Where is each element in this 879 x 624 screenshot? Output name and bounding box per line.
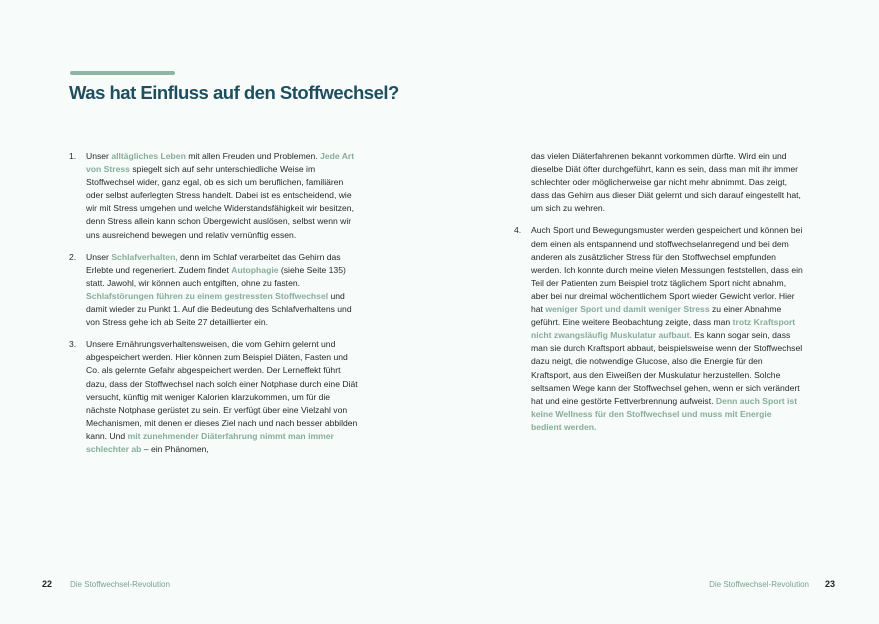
highlight: trotz Kraftsport nicht zwangsläufig Muskulatur aufbaut. — [531, 317, 796, 341]
page-title: Was hat Einfluss auf den Stoffwechsel? — [69, 82, 399, 103]
list-text: Unser Schlafverhalten, denn im Schlaf verarbeitet das Gehirn das Erlebte und regeneriert. Zudem findet Autophagie (siehe Seite 135) statt. Jawohl, wir können auch entgiften, ohne zu fasten. Schlafstörungen führen zu einem gestressten Stoffwechsel und damit wieder zu Punkt 1. Auf die Bedeutung des Schlafverhaltens und von Stress gehe ich ab Seite 27 detaillierter ein. — [86, 251, 352, 328]
list-item-4 — [514, 224, 804, 434]
list-item-2 — [69, 251, 359, 330]
highlight: Denn auch Sport ist keine Wellness für den Stoffwechsel und muss mit Energie bedient werden. — [531, 395, 798, 432]
highlight: weniger Sport und damit weniger Stress — [545, 304, 710, 315]
footer-book-title-right: Die Stoffwechsel-Revolution — [709, 580, 809, 589]
footer-book-title-left: Die Stoffwechsel-Revolution — [70, 580, 170, 589]
highlight: alltägliches Leben — [111, 151, 186, 161]
highlight: Schlafverhalten, — [111, 251, 178, 262]
highlight: mit zunehmender Diäterfahrung nimmt man immer schlechter ab — [86, 430, 334, 454]
list-number: 2. — [69, 251, 77, 262]
list-item-3 — [69, 338, 359, 456]
highlight: Schlafstörungen führen zu einem gestressten Stoffwechsel — [86, 290, 329, 301]
list-number: 3. — [69, 339, 77, 350]
list-text: Auch Sport und Bewegungsmuster werden gespeichert und können bei dem einen als entspannend und stoffwechselanregend und bei dem anderen als zusätzlicher Stress für den Stoffwechsel empfunden werden. Ich konnte durch meine vielen Messungen feststellen, dass ein Teil der Patienten zum Beispiel trotz täglichem Sport nicht abnahm, aber bei nur dreimal wöchentlichem Sport wieder Gewicht verlor. Hier hat weniger Sport und damit weniger Stress zu einer Abnahme geführt. Eine weitere Beobachtung zeigte, dass man trotz Kraftsport nicht zwangsläufig Muskulatur aufbaut. Es kann sogar sein, dass man sie durch Kraftsport abbaut, beispielsweise wenn der Stoffwechsel dazu neigt, die notwendige Glucose, also die Energie für den Kraftsport, aus den Eiweißen der Muskulatur herzustellen. Solche seltsamen Wege kann der Stoffwechsel gehen, wenn er sich verändert hat und eine gestörte Fettverbrennung aufweist. Denn auch Sport ist keine Wellness für den Stoffwechsel und muss mit Energie bedient werden. — [531, 225, 803, 432]
highlight: Jede Art von Stress — [86, 151, 355, 175]
page-number-right: 23 — [824, 579, 835, 589]
list-text: Unser alltägliches Leben mit allen Freuden und Problemen. Jede Art von Stress spiegelt sich auf sehr unterschiedliche Weise im Stoffwechsel wider, ganz egal, ob es sich um beruflichen, familiären oder selbst auferlegten Stress handelt. Dabei ist es entscheidend, wie wir mit Stress umgehen und welche Widerstandsfähigkeit wir besitzen, denn Stress allein kann schon Übergewicht auslösen, selbst wenn wir uns ausreichend bewegen und relativ vernünftig essen. — [86, 151, 355, 240]
highlight: Autophagie — [231, 264, 279, 275]
list-number: 1. — [69, 151, 77, 161]
list-number: 4. — [514, 225, 522, 236]
list-text: Unsere Ernährungsverhaltensweisen, die vom Gehirn gelernt und abgespeichert werden. Hier können zum Beispiel Diäten, Fasten und Co. als gelernte Gefahr abgespeichert werden. Der Lerneffekt führt dazu, dass der Stoffwechsel nach solch einer Notphase durch eine Diät versucht, künftig mit weniger Kalorien klarzukommen, um für die nächste Notphase gerüstet zu sein. Er verfügt über eine Vielzahl von Mechanismen, mit denen er dieses Ziel nach und nach besser abbilden kann. Und mit zunehmender Diäterfahrung nimmt man immer schlechter ab – ein Phänomen, — [86, 339, 358, 454]
list-item-1 — [69, 150, 359, 242]
right-column — [514, 150, 804, 443]
accent-bar — [70, 71, 175, 75]
page-number-left: 22 — [42, 579, 53, 589]
list-item-3-continued: das vielen Diäterfahrenen bekannt vorkommen dürfte. Wird ein und dieselbe Diät öfter durchgeführt, kann es sein, dass man mit ihr immer schlechter oder möglicherweise gar nicht mehr abnimmt. Das zeigt, dass das Gehirn aus dieser Diät gelernt und sich darauf eingestellt hat, um sich zu wehren. — [531, 151, 801, 214]
left-column — [69, 150, 359, 465]
